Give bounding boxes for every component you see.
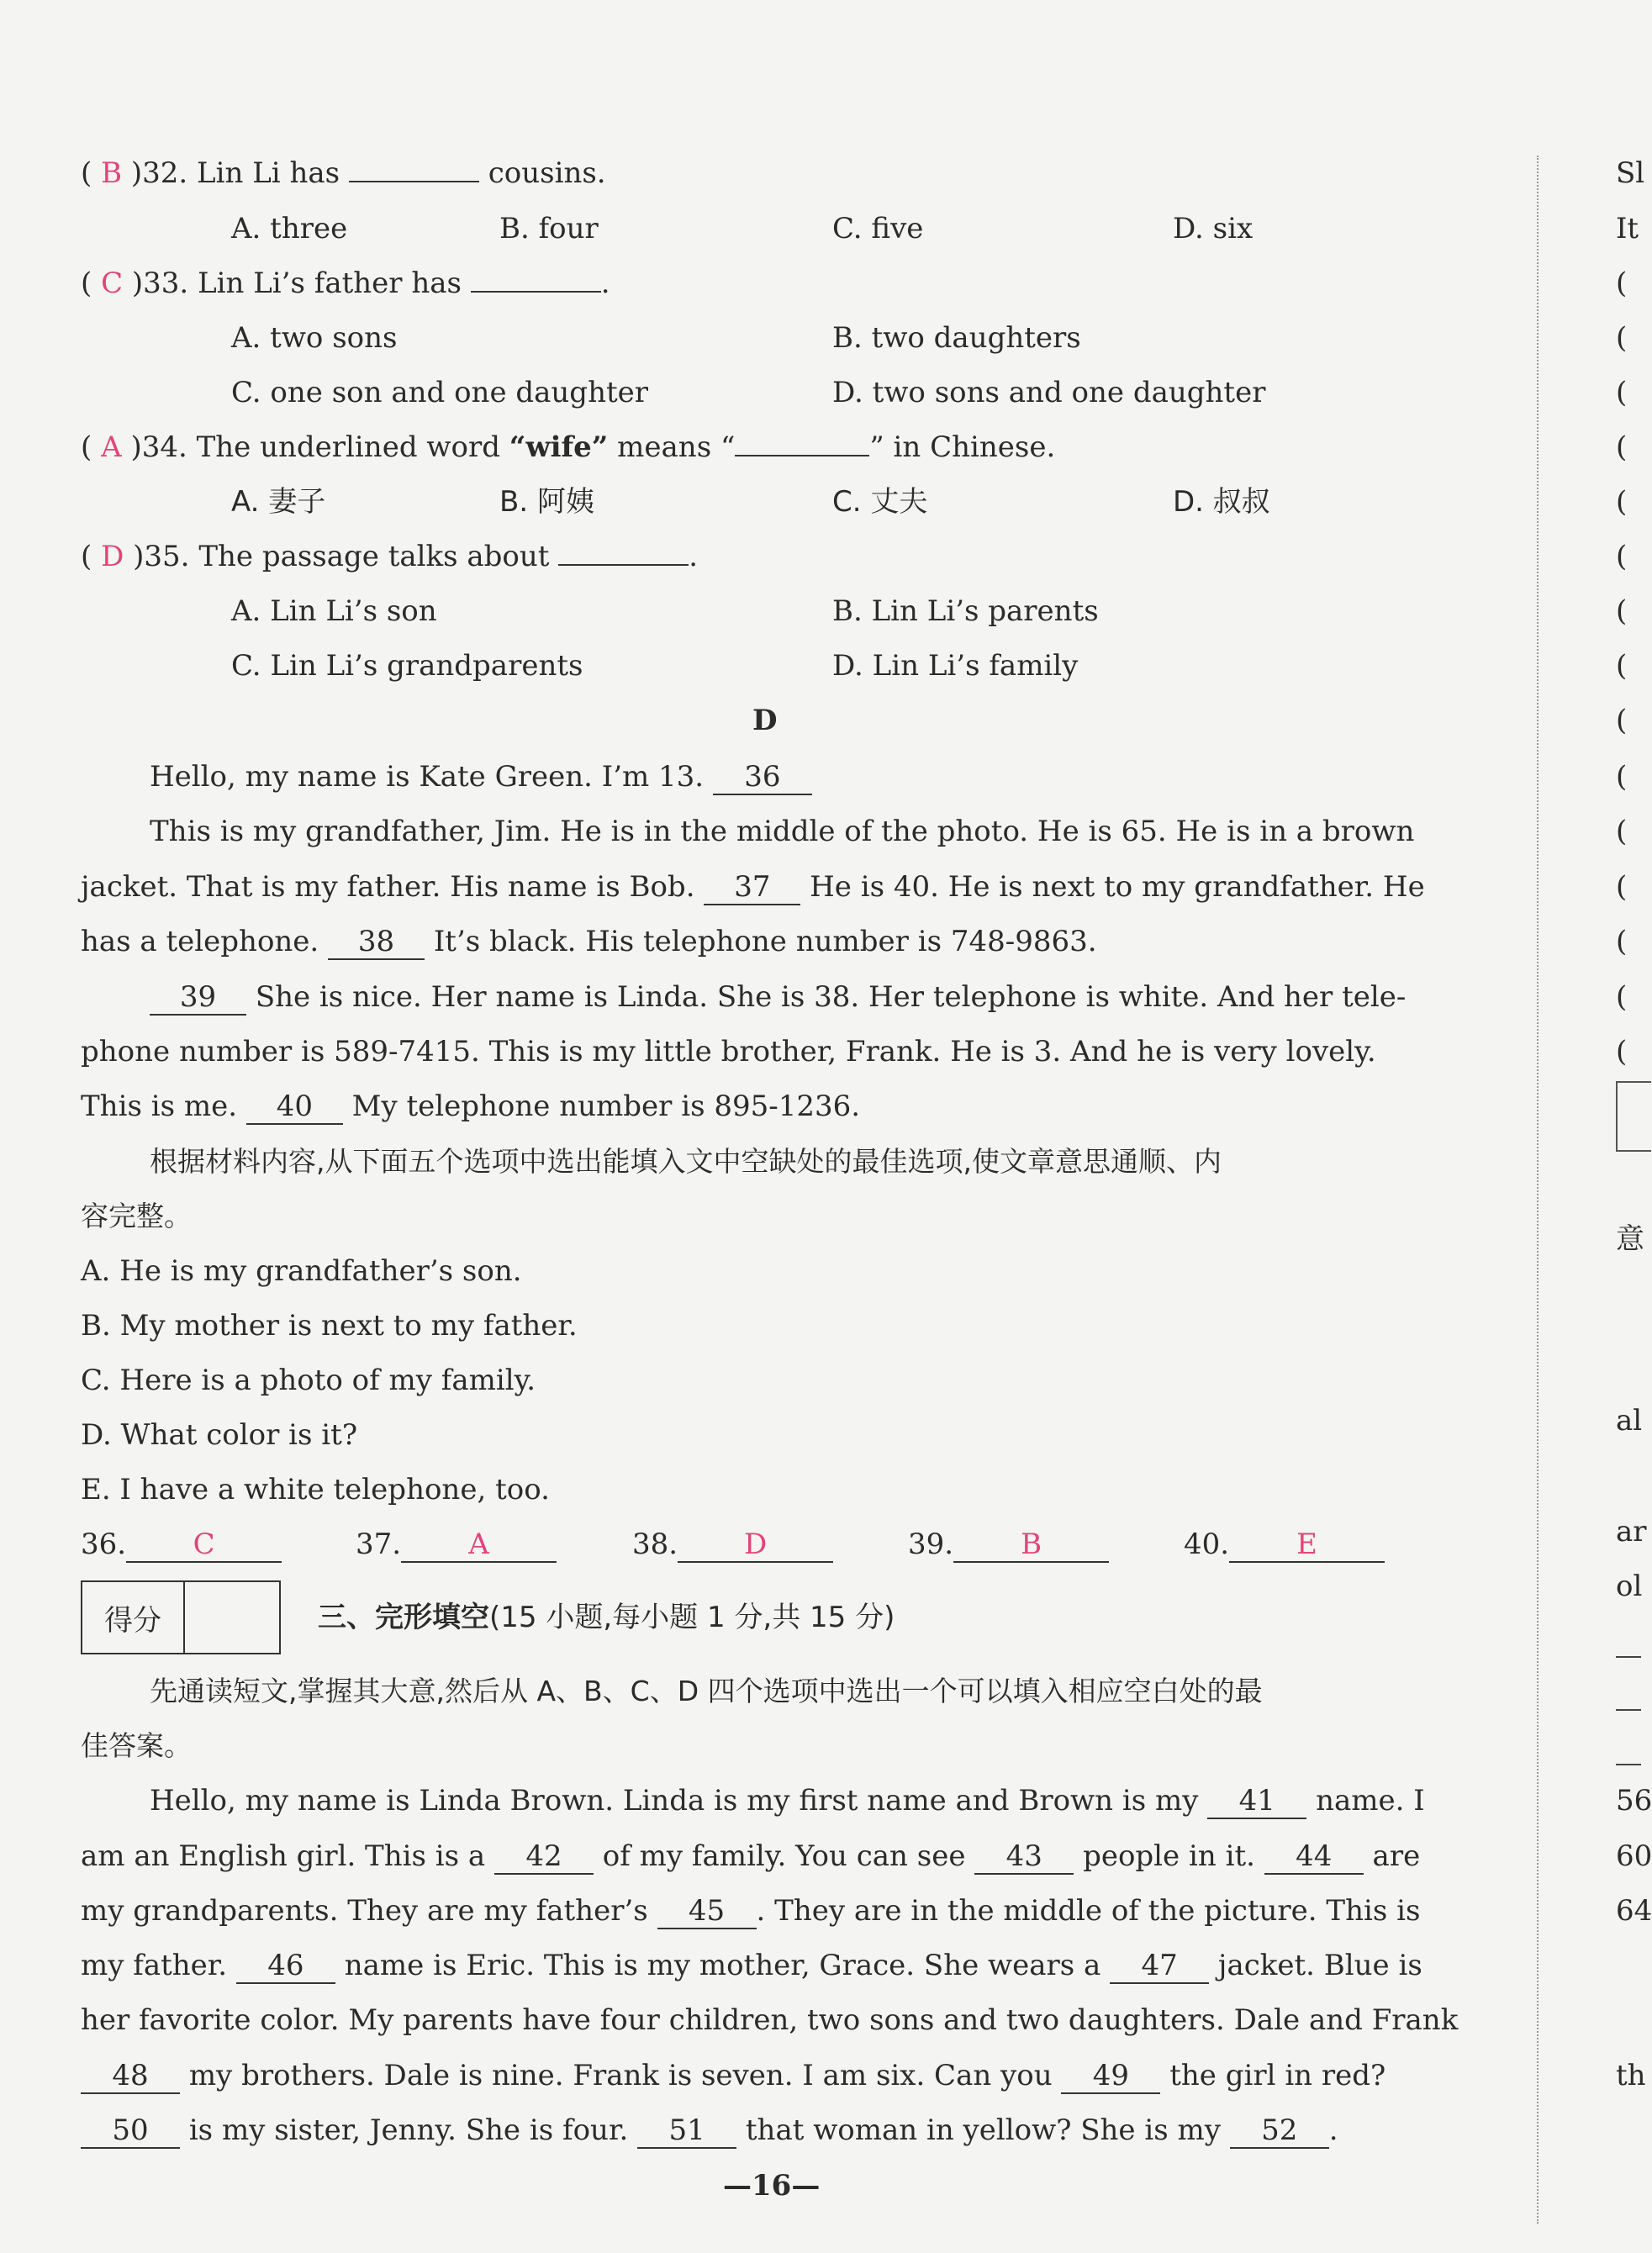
passage-line: jacket. That is my father. His name is Bob. 37 He is 40. He is next to my grandfather. He	[81, 870, 1425, 904]
option: A. three	[231, 212, 348, 245]
blank-42: 42	[494, 1839, 594, 1875]
question-35: ( D )35. The passage talks about .	[81, 540, 699, 573]
instruction: 先通读短文,掌握其大意,然后从 A、B、C、D 四个选项中选出一个可以填入相应空白处的最	[150, 1675, 1263, 1707]
answer-line	[1616, 1764, 1641, 1765]
answer-40: E	[1229, 1528, 1385, 1563]
passage-line: Hello, my name is Linda Brown. Linda is my first name and Brown is my 41 name. I	[150, 1784, 1425, 1818]
fragment: (	[1616, 870, 1628, 904]
blank-41: 41	[1207, 1784, 1306, 1819]
score-box-partial	[1616, 1081, 1651, 1152]
fragment: th	[1616, 2059, 1646, 2092]
option: A. Lin Li’s son	[231, 594, 437, 628]
fragment: (	[1616, 815, 1628, 848]
answer-39: B	[953, 1528, 1109, 1563]
passage-line: phone number is 589-7415. This is my little brother, Frank. He is 3. And he is very lovely.	[81, 1035, 1376, 1068]
passage-line: am an English girl. This is a 42 of my family. You can see 43 people in it. 44 are	[81, 1839, 1421, 1873]
answer-row: 40. E	[1184, 1526, 1385, 1563]
section-heading: D	[752, 704, 778, 737]
score-box	[81, 1580, 281, 1654]
fragment: (	[1616, 704, 1628, 737]
choice: B. My mother is next to my father.	[81, 1309, 578, 1343]
option: C. five	[832, 212, 924, 245]
blank-48: 48	[81, 2059, 180, 2094]
passage-line: my father. 46 name is Eric. This is my mother, Grace. She wears a 47 jacket. Blue is	[81, 1949, 1422, 1982]
column-divider	[1537, 156, 1539, 2224]
fragment: (	[1616, 540, 1628, 573]
passage-line: 48 my brothers. Dale is nine. Frank is seven. I am six. Can you 49 the girl in red?	[81, 2057, 1385, 2094]
fragment: (	[1616, 980, 1628, 1014]
instruction: 佳答案。	[81, 1729, 192, 1762]
fragment: (	[1616, 321, 1628, 355]
blank-40: 40	[246, 1090, 343, 1125]
fragment: ol	[1616, 1570, 1643, 1603]
passage-line: her favorite color. My parents have four children, two sons and two daughters. Dale and Frank	[81, 2003, 1459, 2037]
blank-36: 36	[713, 760, 812, 795]
passage-line: 39 She is nice. Her name is Linda. She is 38. Her telephone is white. And her tele-	[150, 979, 1406, 1016]
option: D. six	[1173, 212, 1254, 245]
blank-37: 37	[704, 870, 800, 905]
fragment: 56	[1616, 1784, 1652, 1818]
fragment: ar	[1616, 1515, 1647, 1549]
answer-mark: A	[101, 430, 122, 464]
choice: C. Here is a photo of my family.	[81, 1364, 536, 1397]
question-33: ( C )33. Lin Li’s father has .	[81, 266, 610, 300]
answer-mark: B	[101, 156, 123, 190]
fragment: (	[1616, 1035, 1628, 1068]
answer-row: 39. B	[908, 1526, 1109, 1563]
choice: A. He is my grandfather’s son.	[81, 1254, 522, 1288]
fragment: It	[1616, 212, 1639, 245]
blank-51: 51	[637, 2113, 736, 2149]
fragment: 60	[1616, 1839, 1652, 1873]
answer-row: 37. A	[356, 1526, 557, 1563]
option: B. Lin Li’s parents	[832, 594, 1099, 628]
blank-52: 52	[1230, 2113, 1329, 2149]
option: A. 妻子	[231, 485, 326, 519]
instruction: 根据材料内容,从下面五个选项中选出能填入文中空缺处的最佳选项,使文章意思通顺、内	[150, 1145, 1222, 1178]
blank-43: 43	[974, 1839, 1074, 1875]
option: D. 叔叔	[1173, 485, 1270, 519]
option: B. four	[499, 212, 599, 245]
option: C. one son and one daughter	[231, 376, 649, 409]
blank-38: 38	[328, 925, 425, 960]
answer-row: 38. D	[632, 1526, 833, 1563]
question-32: ( B )32. Lin Li has cousins.	[81, 156, 606, 190]
question-34: ( A )34. The underlined word “wife” means “ ” in Chinese.	[81, 430, 1056, 464]
answer-mark: C	[101, 266, 124, 300]
blank-44: 44	[1264, 1839, 1364, 1875]
fragment: (	[1616, 485, 1628, 519]
answer-line	[1616, 1709, 1641, 1711]
option: C. Lin Li’s grandparents	[231, 649, 583, 683]
option: D. Lin Li’s family	[832, 649, 1079, 683]
instruction: 容完整。	[81, 1200, 192, 1232]
section-title: 三、完形填空(15 小题,每小题 1 分,共 15 分)	[318, 1601, 895, 1634]
fragment: (	[1616, 266, 1628, 300]
choice: E. I have a white telephone, too.	[81, 1473, 550, 1506]
answer-row: 36. C	[81, 1526, 282, 1563]
fragment: (	[1616, 649, 1628, 683]
option: A. two sons	[231, 321, 398, 355]
fragment: 意	[1616, 1222, 1644, 1256]
fragment: Sl	[1616, 156, 1645, 190]
option: D. two sons and one daughter	[832, 376, 1266, 409]
passage-line: has a telephone. 38 It’s black. His telephone number is 748-9863.	[81, 925, 1097, 958]
choice: D. What color is it?	[81, 1418, 358, 1452]
option: C. 丈夫	[832, 485, 928, 519]
blank-47: 47	[1110, 1949, 1209, 1984]
blank-39: 39	[150, 980, 246, 1016]
answer-38: D	[678, 1528, 833, 1563]
fragment: (	[1616, 760, 1628, 794]
option: B. two daughters	[832, 321, 1081, 355]
fragment: 64	[1616, 1894, 1652, 1928]
fragment: (	[1616, 430, 1628, 464]
fragment: (	[1616, 594, 1628, 628]
answer-mark: D	[101, 540, 124, 573]
blank-49: 49	[1061, 2059, 1160, 2094]
passage-line: This is me. 40 My telephone number is 895-1236.	[81, 1090, 861, 1123]
answer-37: A	[401, 1528, 557, 1563]
option: B. 阿姨	[499, 485, 594, 519]
passage-line: Hello, my name is Kate Green. I’m 13. 36	[150, 758, 812, 795]
fragment: al	[1616, 1404, 1643, 1438]
fragment: (	[1616, 376, 1628, 409]
blank-50: 50	[81, 2113, 180, 2149]
blank-45: 45	[657, 1894, 757, 1929]
score-field	[185, 1582, 279, 1653]
passage-line: my grandparents. They are my father’s 45 . They are in the middle of the picture. This is	[81, 1894, 1421, 1928]
fragment: (	[1616, 925, 1628, 958]
answer-36: C	[126, 1528, 282, 1563]
passage-line: This is my grandfather, Jim. He is in the middle of the photo. He is 65. He is in a brown	[150, 815, 1415, 848]
answer-line	[1616, 1656, 1641, 1658]
blank-46: 46	[236, 1949, 335, 1984]
passage-line: 50 is my sister, Jenny. She is four. 51 that woman in yellow? She is my 52 .	[81, 2112, 1338, 2149]
page-number: —16—	[723, 2169, 821, 2203]
score-label: 得分	[82, 1582, 185, 1653]
